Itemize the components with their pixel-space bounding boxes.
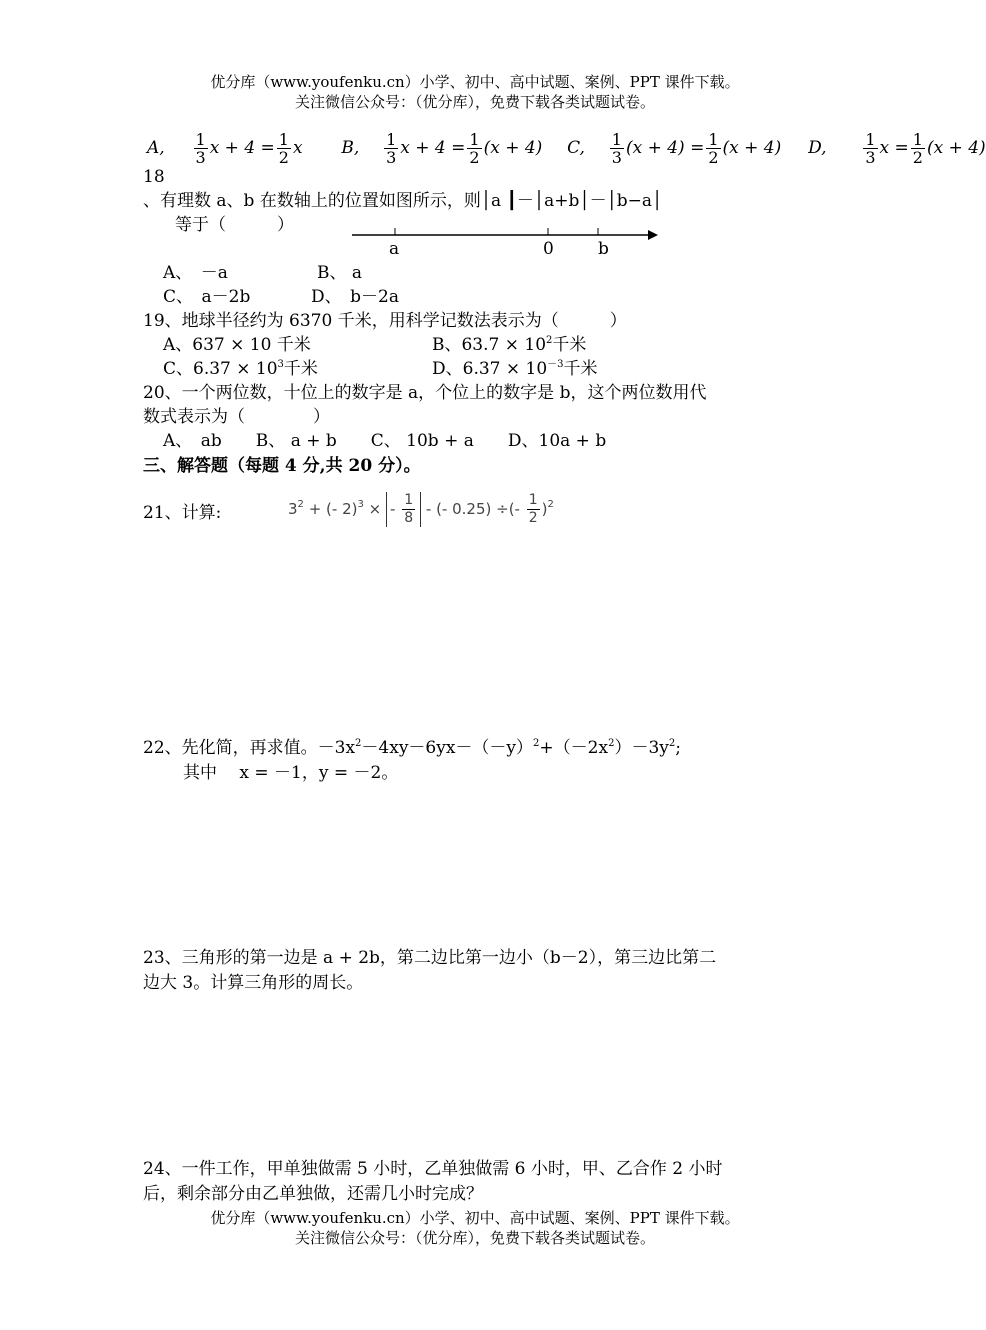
option-b-label: B, xyxy=(341,138,360,158)
header-line-2: 关注微信公众号：（优分库），免费下载各类试题试卷。 xyxy=(294,93,655,111)
q18-option-d: D、 b－2a xyxy=(311,287,399,307)
q20-text-1: 20、一个两位数，十位上的数字是 a，个位上的数字是 b，这个两位数用代 xyxy=(143,383,707,403)
q23-text-1: 23、三角形的第一边是 a + 2b，第二边比第一边小（b－2），第三边比第二 xyxy=(143,948,717,968)
footer-line-2: 关注微信公众号：（优分库），免费下载各类试题试卷。 xyxy=(294,1229,655,1247)
q18-text: 、有理数 a、b 在数轴上的位置如图所示，则│a ┃－│a+b│－│b−a│ xyxy=(143,191,663,211)
option-d-label: D, xyxy=(808,138,827,158)
axis-label-zero: 0 xyxy=(543,239,554,259)
q19-text: 19、地球半径约为 6370 千米，用科学记数法表示为（ ） xyxy=(143,311,627,331)
q22-condition: 其中 x = －1，y = －2。 xyxy=(183,763,399,783)
q21-label: 21、计算: xyxy=(143,503,222,523)
q22-text: 22、先化简，再求值。$-3x^2-4xy-6yx-(-y)^2+(-2x^2)-3y^2$; xyxy=(143,738,681,758)
absolute-value: - $\frac{1}{8}$ xyxy=(386,492,421,527)
q24-text-2: 后，剩余部分由乙单独做，还需几小时完成？ xyxy=(143,1184,483,1204)
q20-options: A、 ab B、 a + b C、 10b + a D、10a + b xyxy=(163,431,607,451)
q18-option-c: C、 a－2b xyxy=(163,287,251,307)
q17-options: A, $\frac{1}{3}$ x + 4 = $\frac{1}{2}$ x B, $\frac{1}{3}$ x + 4 = $\frac{1}{2}$ (x + 4) C, $\frac{1}{3}$ (x + 4) = $\frac{1}{2}$ (x + 4) D, $\frac{1}{3}$ x = $\frac{1}{2}$ (x + 4) xyxy=(147,130,986,167)
axis-label-a: a xyxy=(389,239,400,259)
option-a-label: A, xyxy=(147,138,165,158)
q19-option-c: C、$6.37 \times 10^3$千米 xyxy=(163,359,318,379)
q18-text-2: 等于（ ） xyxy=(175,215,294,235)
q19-option-a: A、637 × 10 千米 xyxy=(163,335,311,355)
footer-line-1: 优分库（www.youfenku.cn）小学、初中、高中试题、案例、PPT 课件下载。 xyxy=(210,1209,740,1227)
q24-text-1: 24、一件工作，甲单独做需 5 小时，乙单独做需 6 小时，甲、乙合作 2 小时 xyxy=(143,1159,723,1179)
q19-option-b: B、$63.7 \times 10^2$千米 xyxy=(432,335,587,355)
q18-option-b: B、 a xyxy=(317,263,363,283)
section-3-title: 三、解答题（每题 4 分,共 20 分）。 xyxy=(143,456,421,476)
q18-number: 18 xyxy=(143,167,165,187)
q23-text-2: 边大 3。计算三角形的周长。 xyxy=(143,973,364,993)
number-line-arrow xyxy=(648,230,658,240)
q21-expression: $3^2$ + (- 2)$^3$ × - $\frac{1}{8}$ - (- 0.25) ÷(- $\frac{1}{2}$ )$^2$ xyxy=(288,492,554,526)
header-line-1: 优分库（www.youfenku.cn）小学、初中、高中试题、案例、PPT 课件下载。 xyxy=(210,73,740,91)
option-c-label: C, xyxy=(567,138,585,158)
q20-text-2: 数式表示为（ ） xyxy=(143,407,330,427)
q18-option-a: A、 －a xyxy=(163,263,228,283)
axis-label-b: b xyxy=(598,239,609,259)
q19-option-d: D、$6.37 \times 10^{-3}$千米 xyxy=(432,359,598,379)
